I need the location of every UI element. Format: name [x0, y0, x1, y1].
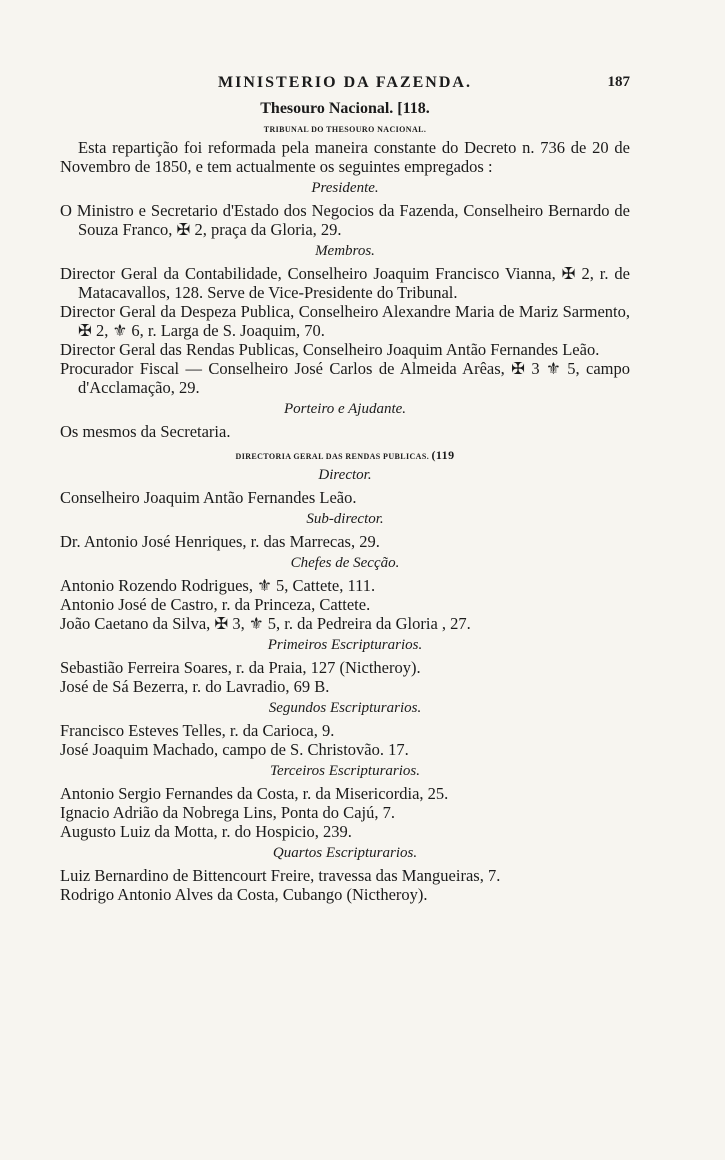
directoria-heading-text: DIRECTORIA GERAL DAS RENDAS PUBLICAS.	[235, 452, 430, 461]
intro-paragraph: Esta repartição foi reformada pela maneira constante do Decreto n. 736 de 20 de Novembro de 1850, e tem actualmente os seguintes empregados :	[60, 138, 630, 176]
terceiros-heading: Terceiros Escripturarios.	[269, 763, 420, 779]
segundos-heading: Segundos Escripturarios.	[268, 700, 422, 716]
subdirector-entry: Dr. Antonio José Henriques, r. das Marrecas, 29.	[60, 532, 380, 551]
page-number: 187	[607, 74, 630, 90]
chefes-heading: Chefes de Secção.	[290, 555, 400, 571]
quarto-entry: Luiz Bernardino de Bittencourt Freire, travessa das Mangueiras, 7.	[60, 866, 501, 885]
segundo-entry: José Joaquim Machado, campo de S. Christovão. 17.	[60, 740, 409, 759]
chefe-entry: Antonio Rozendo Rodrigues, ⚜ 5, Cattete, 111.	[60, 576, 376, 595]
running-head-title: MINISTERIO DA FAZENDA.	[218, 74, 472, 91]
segundo-entry: Francisco Esteves Telles, r. da Carioca, 9.	[60, 721, 335, 740]
membro-entry: Director Geral da Despeza Publica, Conselheiro Alexandre Maria de Mariz Sarmento, ✠ 2, ⚜ 6, r. Larga de S. Joaquim, 70.	[60, 302, 630, 340]
primeiros-heading: Primeiros Escripturarios.	[267, 637, 423, 653]
chefe-entry: Antonio José de Castro, r. da Princeza, Cattete.	[60, 595, 371, 614]
tribunal-heading: TRIBUNAL DO THESOURO NACIONAL.	[263, 125, 427, 134]
terceiro-entry: Augusto Luiz da Motta, r. do Hospicio, 239.	[60, 822, 352, 841]
membros-heading: Membros.	[315, 243, 375, 259]
primeiro-entry: Sebastião Ferreira Soares, r. da Praia, 127 (Nictheroy).	[60, 658, 421, 677]
book-page	[60, 74, 630, 904]
quartos-heading: Quartos Escripturarios.	[272, 845, 418, 861]
directoria-heading-ref: (119	[431, 448, 455, 462]
porteiro-heading: Porteiro e Ajudante.	[283, 401, 407, 417]
chefe-entry: João Caetano da Silva, ✠ 3, ⚜ 5, r. da Pedreira da Gloria , 27.	[60, 614, 471, 633]
subdirector-heading: Sub-director.	[306, 511, 384, 527]
primeiro-entry: José de Sá Bezerra, r. do Lavradio, 69 B.	[60, 677, 330, 696]
directoria-heading	[60, 448, 630, 463]
terceiro-entry: Ignacio Adrião da Nobrega Lins, Ponta do Cajú, 7.	[60, 803, 395, 822]
terceiro-entry: Antonio Sergio Fernandes da Costa, r. da Misericordia, 25.	[60, 784, 449, 803]
section-title: Thesouro Nacional. [118.	[260, 100, 430, 117]
membro-entry: Director Geral das Rendas Publicas, Conselheiro Joaquim Antão Fernandes Leão.	[60, 340, 600, 359]
membro-entry: Director Geral da Contabilidade, Conselheiro Joaquim Francisco Vianna, ✠ 2, r. de Matacavallos, 128. Serve de Vice-Presidente do Tribunal.	[60, 264, 630, 302]
membro-entry: Procurador Fiscal — Conselheiro José Carlos de Almeida Arêas, ✠ 3 ⚜ 5, campo d'Acclamação, 29.	[60, 359, 630, 397]
running-head	[60, 74, 630, 96]
director-heading: Director.	[318, 467, 372, 483]
presidente-entry: O Ministro e Secretario d'Estado dos Negocios da Fazenda, Conselheiro Bernardo de Souza Franco, ✠ 2, praça da Gloria, 29.	[60, 201, 630, 239]
presidente-heading: Presidente.	[311, 180, 379, 196]
director-entry: Conselheiro Joaquim Antão Fernandes Leão.	[60, 488, 357, 507]
quarto-entry: Rodrigo Antonio Alves da Costa, Cubango (Nictheroy).	[60, 885, 428, 904]
porteiro-entry: Os mesmos da Secretaria.	[60, 422, 231, 441]
